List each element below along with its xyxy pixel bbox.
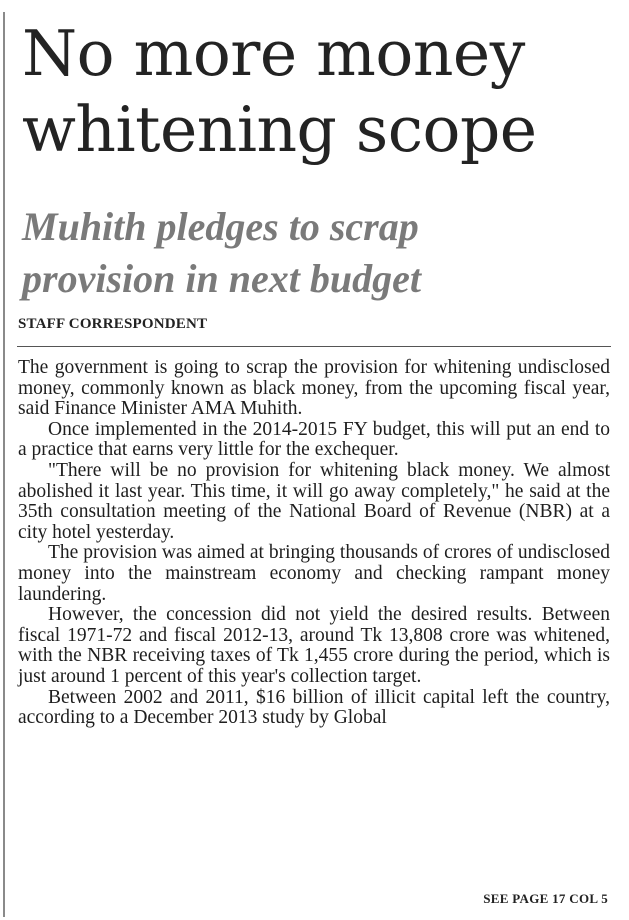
subheadline-line-1: Muhith pledges to scrap (22, 204, 419, 249)
headline (22, 16, 622, 168)
subheadline-line-2: provision in next budget (22, 256, 421, 301)
paragraph-6: Between 2002 and 2011, $16 billion of illicit capital left the country, according to a December 2013 study by Global (18, 686, 610, 729)
continued-on-page: SEE PAGE 17 COL 5 (483, 891, 608, 906)
paragraph-2: Once implemented in the 2014-2015 FY budget, this will put an end to a practice that earns very little for the exchequer. (18, 418, 610, 461)
paragraph-4: The provision was aimed at bringing thousands of crores of undisclosed money into the mainstream economy and checking rampant money laundering. (18, 542, 610, 605)
headline-line-2: whitening scope (22, 93, 537, 166)
paragraph-5: However, the concession did not yield the desired results. Between fiscal 1971-72 and fiscal 2012-13, around Tk 13,808 crore was whitened, with the NBR receiving taxes of Tk 1,455 crore during the period, which is just around 1 percent of this year's collection target. (18, 604, 610, 687)
headline-line-1: No more money (22, 17, 525, 90)
byline-divider (17, 346, 611, 347)
paragraph-1: The government is going to scrap the provision for whitening undisclosed money, commonly known as black money, from the upcoming fiscal year, said Finance Minister AMA Muhith. (18, 357, 610, 420)
subheadline (22, 201, 622, 305)
column-rule (3, 12, 5, 917)
byline: STAFF CORRESPONDENT (18, 316, 208, 332)
paragraph-3: "There will be no provision for whitening black money. We almost abolished it last year. This time, it will go away completely," he said at the 35th consultation meeting of the National Board of Revenue (NBR) at a city hotel yesterday. (18, 459, 610, 543)
article-body (18, 358, 610, 729)
